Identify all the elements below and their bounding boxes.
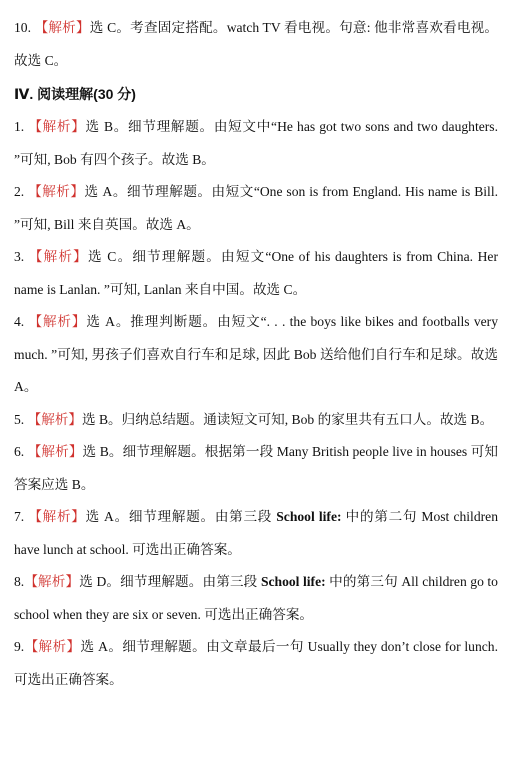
bold-section-label: School life: (276, 509, 342, 524)
bold-section-label: School life: (260, 574, 326, 589)
item-number: 5. (14, 411, 25, 427)
answer-item-5 (14, 404, 498, 437)
item-number: 1. (14, 119, 25, 134)
analysis-tag: 【解析】 (28, 184, 85, 199)
section-heading-reading: Ⅳ. 阅读理解(30 分) (14, 86, 136, 102)
answer-text-tail: 中的第二句 Most children have lunch at school. 可选出正确答案。 (14, 509, 498, 557)
answer-item-7 (14, 501, 498, 566)
item-number: 9. (14, 639, 25, 654)
analysis-tag: 【解析】 (34, 20, 90, 35)
analysis-tag: 【解析】 (28, 509, 86, 524)
item-number: 4. (14, 314, 25, 329)
answer-text: 选 A。细节理解题。由文章最后一句 Usually they don’t close for lunch. 可选出正确答案。 (14, 639, 498, 687)
analysis-tag: 【解析】 (28, 119, 86, 134)
analysis-tag: 【解析】 (28, 249, 88, 264)
item-number: 7. (14, 509, 25, 524)
analysis-tag: 【解析】 (24, 574, 80, 589)
answer-text: 选 A。推理判断题。由短文“. . . the boys like bikes and footballs very much. ”可知, 男孩子们喜欢自行车和足球, 因此 Bob 送给他们自行车和足球。故选 A。 (14, 314, 499, 394)
answer-item-8 (14, 566, 498, 631)
answer-item-4 (14, 306, 498, 404)
answer-text: 选 B。归纳总结题。通读短文可知, Bob 的家里共有五口人。故选 B。 (81, 411, 494, 427)
answer-text: 选 B。细节理解题。根据第一段 Many British people live in houses 可知答案应选 B。 (14, 444, 498, 492)
item-number: 8. (14, 574, 25, 589)
answer-text: 选 C。考查固定搭配。watch TV 看电视。句意: 他非常喜欢看电视。故选 C。 (14, 20, 498, 68)
analysis-tag: 【解析】 (28, 314, 87, 329)
answer-text: 选 C。细节理解题。由短文“One of his daughters is from China. Her name is Lanlan. ”可知, Lanlan 来自中国。故选 C。 (14, 249, 498, 297)
item-number: 6. (14, 444, 25, 459)
analysis-tag: 【解析】 (24, 639, 81, 654)
answer-item-1 (14, 111, 498, 176)
item-number: 2. (14, 184, 25, 199)
answer-text: 选 D。细节理解题。由第三段 (79, 574, 261, 589)
answer-item-9 (14, 631, 498, 696)
item-number: 10. (14, 20, 31, 35)
analysis-tag: 【解析】 (27, 444, 83, 459)
answer-item-10 (14, 12, 498, 77)
item-number: 3. (14, 249, 25, 264)
analysis-tag: 【解析】 (27, 411, 82, 427)
answer-text-tail: 中的第三句 All children go to school when they are six or seven. 可选出正确答案。 (14, 574, 498, 622)
answer-text: 选 A。细节理解题。由短文“One son is from England. His name is Bill. ”可知, Bill 来自英国。故选 A。 (14, 184, 499, 232)
answer-text: 选 A。细节理解题。由第三段 (85, 509, 277, 524)
answer-item-6 (14, 436, 498, 501)
answer-item-3 (14, 241, 498, 306)
answer-item-2 (14, 176, 498, 241)
answer-text: 选 B。细节理解题。由短文中“He has got two sons and two daughters. ”可知, Bob 有四个孩子。故选 B。 (14, 119, 498, 167)
